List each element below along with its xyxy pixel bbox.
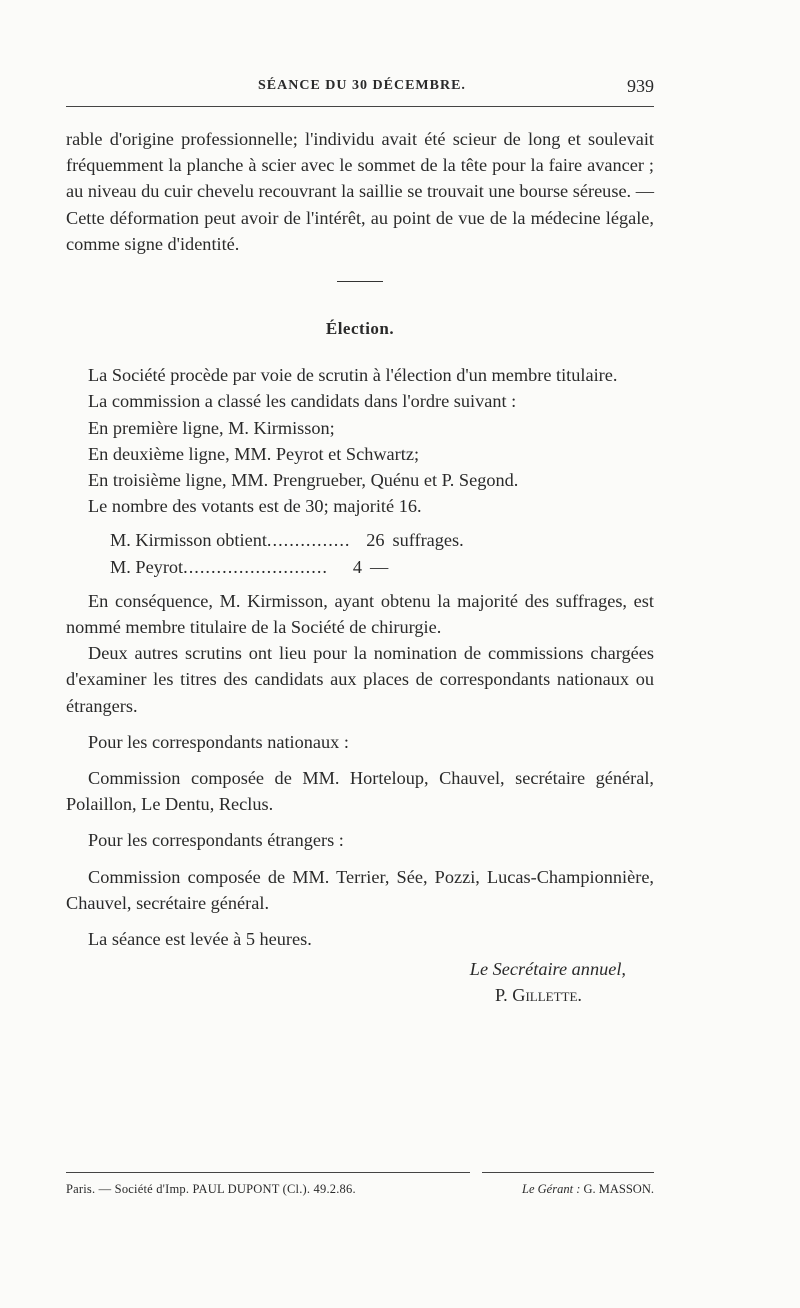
paragraph-scrutin: La Société procède par voie de scrutin à l'élection d'un membre titulaire. [88, 365, 618, 386]
spacer [66, 854, 654, 864]
header-rule [66, 106, 654, 107]
section-title: Élection. [325, 319, 395, 339]
vote-candidate: M. Peyrot [110, 556, 184, 577]
footer-rule-right [482, 1172, 654, 1173]
vote-leader-dots: ............... [266, 530, 351, 551]
footer-rule-left [66, 1172, 470, 1173]
paragraph-commission: La commission a classé les candidats dans l'ordre suivant : [88, 391, 517, 412]
body-text [66, 126, 654, 1009]
paragraph-other-scrutins: Deux autres scrutins ont lieu pour la nomination de commissions chargées d'examiner les titres des candidats aux places de correspondants nationaux ou étrangers. [66, 643, 654, 716]
paragraph-voters: Le nombre des votants est de 30; majorité 16. [88, 496, 422, 517]
paragraph-nationaux-commission: Commission composée de MM. Horteloup, Chauvel, secrétaire général, Polaillon, Le Dentu, Reclus. [66, 768, 654, 815]
gerant-credit [522, 1182, 654, 1197]
spacer [66, 719, 654, 729]
spacer [66, 817, 654, 827]
vote-row [110, 527, 654, 553]
intro-paragraph: rable d'origine professionnelle; l'individu avait été scieur de long et soulevait fréquemment la planche à scier avec le sommet de la tête pour la faire avancer ; au niveau du cuir chevelu recouvrant la saillie se trouvait une bourse séreuse. — Cette déformation peut avoir de l'intérêt, au point de vue de la médecine légale, comme signe d'identité. [66, 129, 654, 254]
document-page [66, 0, 654, 1308]
signature-block [66, 956, 654, 1008]
running-title: SÉANCE DU 30 DÉCEMBRE. [258, 78, 466, 93]
spacer [66, 916, 654, 926]
printer-imprint: Paris. — Société d'Imp. PAUL DUPONT (Cl.). 49.2.86. [66, 1182, 356, 1196]
paragraph-etrangers-commission: Commission composée de MM. Terrier, Sée, Pozzi, Lucas-Championnière, Chauvel, secrétaire général. [66, 866, 654, 913]
paragraph-result: En conséquence, M. Kirmisson, ayant obtenu la majorité des suffrages, est nommé membre titulaire de la Société de chirurgie. [66, 590, 654, 638]
gerant-label: Le Gérant : [522, 1182, 581, 1196]
spacer [66, 755, 654, 765]
vote-row [110, 554, 654, 580]
signature-role: Le Secrétaire annuel, [469, 959, 626, 980]
paragraph-closing: La séance est levée à 5 heures. [88, 929, 312, 950]
vote-count: 4 [352, 556, 362, 577]
vote-unit: — [369, 556, 389, 577]
section-separator [337, 281, 383, 282]
paragraph-etrangers-heading: Pour les correspondants étrangers : [88, 830, 344, 851]
vote-candidate: M. Kirmisson obtient [110, 530, 267, 551]
paragraph-first-line: En première ligne, M. Kirmisson; [88, 417, 335, 438]
paragraph-nationaux-heading: Pour les correspondants nationaux : [88, 731, 349, 752]
vote-unit: suffrages. [392, 530, 464, 551]
running-head [66, 76, 654, 100]
vote-results [110, 527, 654, 579]
paragraph-second-line: En deuxième ligne, MM. Peyrot et Schwartz; [88, 443, 420, 464]
signature-name: P. Gillette. [494, 985, 582, 1006]
paragraph-third-line: En troisième ligne, MM. Prengrueber, Quénu et P. Segond. [88, 470, 519, 491]
gerant-name: G. MASSON. [583, 1182, 654, 1196]
vote-leader-dots: .......................... [183, 556, 328, 577]
page-number: 939 [627, 76, 654, 96]
vote-count: 26 [366, 530, 385, 551]
